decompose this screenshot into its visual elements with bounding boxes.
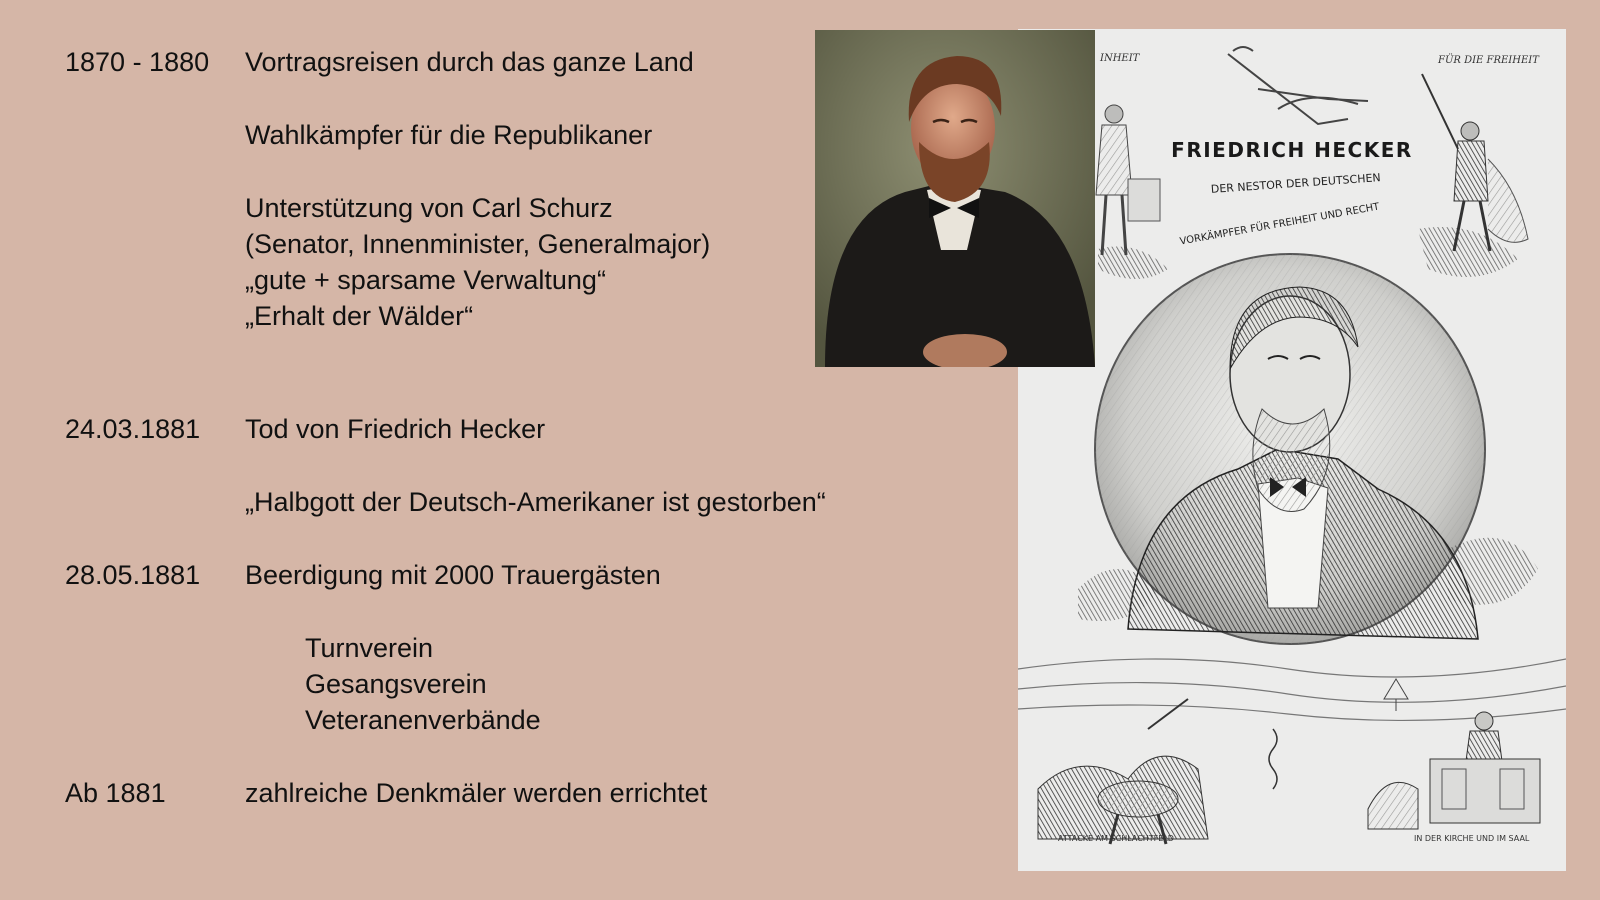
entry-lecture-tours: Vortragsreisen durch das ganze Land (245, 47, 694, 77)
entry-support-schurz: Unterstützung von Carl Schurz (245, 193, 613, 223)
hecker-engraving (1018, 29, 1566, 871)
entry-quote-forests: „Erhalt der Wälder“ (245, 301, 474, 331)
date-ab-1881: Ab 1881 (65, 778, 166, 808)
entry-quote-demigod: „Halbgott der Deutsch-Amerikaner ist gestorben“ (245, 487, 826, 517)
engraving-title: FRIEDRICH HECKER (1171, 138, 1413, 162)
header-right-text: FÜR DIE FREIHEIT (1438, 55, 1539, 66)
caption-right: IN DER KIRCHE UND IM SAAL (1414, 834, 1530, 843)
sub-gymnastics-club: Turnverein (305, 633, 434, 663)
header-left-text: INHEIT (1100, 53, 1140, 64)
entry-schurz-titles: (Senator, Innenminister, Generalmajor) (245, 229, 711, 259)
entry-campaigner: Wahlkämpfer für die Republikaner (245, 120, 653, 150)
entry-monuments: zahlreiche Denkmäler werden errichtet (245, 778, 708, 808)
date-28-05-1881: 28.05.1881 (65, 560, 201, 590)
engraving-subtitle-2: VORKÄMPFER FÜR FREIHEIT UND RECHT (1178, 201, 1381, 248)
sub-singing-club: Gesangsverein (305, 669, 487, 699)
portrait-illustration (815, 30, 1095, 367)
sub-veterans: Veteranenverbände (305, 705, 541, 735)
date-24-03-1881: 24.03.1881 (65, 414, 201, 444)
hecker-painted-portrait (815, 30, 1095, 367)
engraving-illustration (1018, 29, 1566, 871)
caption-left: ATTACKE AM SCHLACHTFELD (1058, 834, 1174, 843)
date-1870-1880: 1870 - 1880 (65, 47, 210, 77)
entry-death: Tod von Friedrich Hecker (245, 414, 546, 444)
engraving-subtitle-1: DER NESTOR DER DEUTSCHEN (1210, 171, 1382, 196)
entry-quote-administration: „gute + sparsame Verwaltung“ (245, 265, 606, 295)
entry-funeral: Beerdigung mit 2000 Trauergästen (245, 560, 661, 590)
